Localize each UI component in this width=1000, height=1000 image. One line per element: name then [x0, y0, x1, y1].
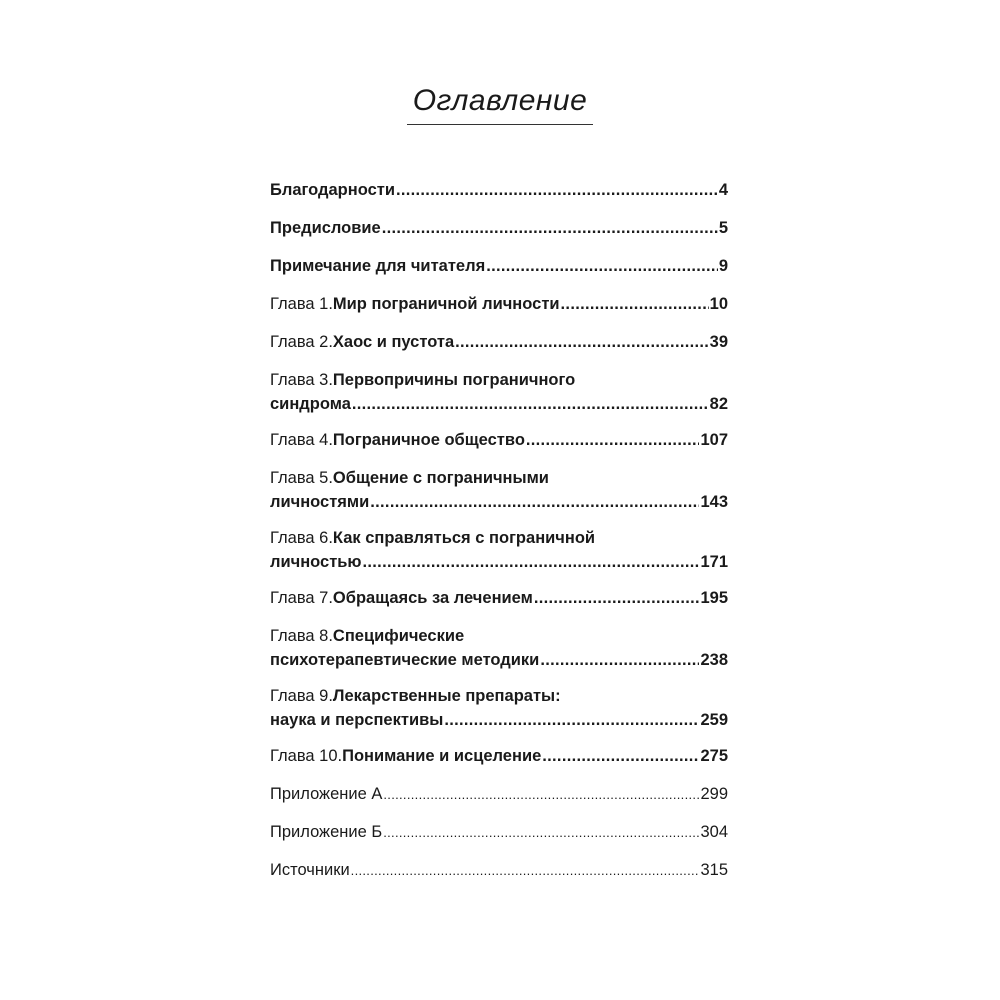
toc-entry [270, 330, 728, 354]
entry-title-continuation: синдрома [270, 395, 351, 413]
toc-entry-line [270, 550, 728, 574]
entry-title: Приложение Б [270, 823, 383, 841]
page-number: 304 [700, 823, 728, 841]
toc-entry [270, 292, 728, 316]
toc-entry-line [270, 782, 728, 807]
toc-entry-line [270, 392, 728, 416]
dot-leader [396, 178, 718, 202]
dot-leader [540, 648, 699, 672]
entry-title: Благодарности [270, 181, 395, 199]
entry-title-continuation: личностью [270, 553, 362, 571]
toc-entry-line [270, 648, 728, 672]
dot-leader [352, 392, 709, 416]
page-number: 107 [700, 431, 728, 449]
entry-title-continuation: психотерапевтические методики [270, 651, 540, 669]
dot-leader [534, 586, 700, 610]
toc-entry-line [270, 526, 728, 550]
dot-leader [351, 859, 700, 883]
chapter-label: Глава 5. [270, 469, 333, 487]
toc-entry-line [270, 858, 728, 883]
toc-entry-line [270, 254, 728, 278]
entry-title: Приложение А [270, 785, 383, 803]
dot-leader [382, 216, 718, 240]
dot-leader [561, 292, 709, 316]
page-number: 315 [700, 861, 728, 879]
toc-entry-line [270, 216, 728, 240]
toc-entry-line [270, 744, 728, 768]
entry-title: Источники [270, 861, 350, 879]
page-number: 275 [700, 747, 728, 765]
chapter-label: Глава 10. [270, 747, 343, 765]
toc-entry-line [270, 178, 728, 202]
toc-entry [270, 428, 728, 452]
toc-entry-line [270, 708, 728, 732]
toc-entry-line [270, 586, 728, 610]
toc-entry-line [270, 368, 728, 392]
chapter-label: Глава 6. [270, 529, 333, 547]
chapter-label: Глава 2. [270, 333, 333, 351]
page-number: 4 [718, 181, 728, 199]
entry-title: Обращаясь за лечением [332, 589, 533, 607]
page-number: 39 [709, 333, 728, 351]
toc-entry [270, 216, 728, 240]
toc-entry [270, 820, 728, 845]
page-number: 143 [700, 493, 728, 511]
toc-entry [270, 782, 728, 807]
entry-title-continuation: наука и перспективы [270, 711, 444, 729]
entry-title: Как справляться с пограничной [332, 529, 596, 547]
entry-title: Примечание для читателя [270, 257, 486, 275]
page-number: 259 [700, 711, 728, 729]
dot-leader [542, 744, 699, 768]
page-number: 9 [718, 257, 728, 275]
dot-leader [486, 254, 718, 278]
toc-entry-line [270, 428, 728, 452]
chapter-label: Глава 4. [270, 431, 333, 449]
page-number: 171 [700, 553, 728, 571]
toc-entry [270, 624, 728, 672]
toc-entry-line [270, 820, 728, 845]
entry-title: Мир пограничной личности [332, 295, 560, 313]
toc-entry [270, 858, 728, 883]
chapter-label: Глава 9. [270, 687, 333, 705]
toc-entry [270, 254, 728, 278]
page-number: 195 [700, 589, 728, 607]
dot-leader [363, 550, 700, 574]
entry-title: Понимание и исцеление [342, 747, 542, 765]
page-title: Оглавление [407, 84, 594, 125]
toc-entry-line [270, 466, 728, 490]
page-number: 238 [700, 651, 728, 669]
toc-entry [270, 466, 728, 514]
toc-entry-line [270, 292, 728, 316]
entry-title: Предисловие [270, 219, 381, 237]
toc-entry-line [270, 330, 728, 354]
entry-title: Первопричины пограничного [332, 371, 576, 389]
chapter-label: Глава 3. [270, 371, 333, 389]
title-container [0, 84, 1000, 125]
entry-title-continuation: личностями [270, 493, 370, 511]
entry-title: Специфические [332, 627, 465, 645]
dot-leader [526, 428, 700, 452]
toc-entry-line [270, 624, 728, 648]
toc-entry [270, 368, 728, 416]
toc-entry [270, 178, 728, 202]
toc-entry [270, 744, 728, 768]
dot-leader [444, 708, 699, 732]
entry-title: Общение с пограничными [332, 469, 549, 487]
toc-entry [270, 526, 728, 574]
page-number: 299 [700, 785, 728, 803]
chapter-label: Глава 1. [270, 295, 333, 313]
chapter-label: Глава 8. [270, 627, 333, 645]
page-number: 5 [718, 219, 728, 237]
page-number: 82 [709, 395, 728, 413]
entry-title: Пограничное общество [332, 431, 525, 449]
toc-entry-line [270, 490, 728, 514]
entry-title: Хаос и пустота [332, 333, 455, 351]
dot-leader [383, 783, 699, 807]
page-number: 10 [709, 295, 728, 313]
chapter-label: Глава 7. [270, 589, 333, 607]
toc-entry [270, 586, 728, 610]
toc-entry-line [270, 684, 728, 708]
entry-title: Лекарственные препараты: [332, 687, 561, 705]
dot-leader [455, 330, 708, 354]
toc-entry [270, 684, 728, 732]
dot-leader [383, 821, 699, 845]
dot-leader [370, 490, 699, 514]
